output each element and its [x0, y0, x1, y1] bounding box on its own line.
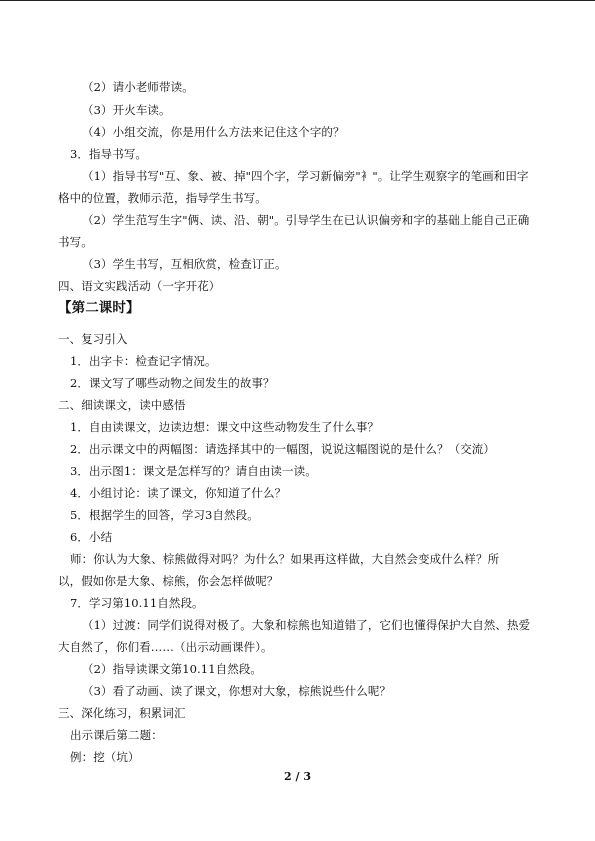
text-line: （3）看了动画、读了课文，你想对大象，棕熊说些什么呢？: [82, 684, 392, 698]
page-number: 2 / 3: [284, 770, 311, 783]
text-line: 师：你认为大象、棕熊做得对吗？为什么？如果再这样做，大自然会变成什么样？所: [70, 552, 500, 566]
text-line: （4）小组交流，你是用什么方法来记住这个字的？: [82, 125, 345, 139]
text-line: 书写。: [58, 235, 93, 249]
text-line: （1）过渡：同学们说得对极了。大象和棕熊也知道错了，它们也懂得保护大自然、热爱: [82, 618, 531, 632]
section-heading: 三、深化练习，积累词汇: [58, 706, 186, 720]
text-line: （2）指导读课文第10.11自然段。: [82, 662, 263, 676]
text-line: （2）请小老师带读。: [82, 80, 194, 94]
text-line: 2．出示课文中的两幅图：请选择其中的一幅图，说说这幅图说的是什么？（交流）: [70, 442, 496, 456]
text-line: 7．学习第10.11自然段。: [70, 596, 204, 610]
text-line: 格中的位置，教师示范，指导学生书写。: [58, 191, 267, 205]
section-heading: 四、语文实践活动（一字开花）: [58, 279, 221, 293]
text-line: 3．指导书写。: [70, 147, 148, 161]
text-line: 以，假如你是大象、棕熊，你会怎样做呢？: [58, 574, 279, 588]
section-heading: 一、复习引入: [58, 332, 128, 346]
text-line: 例：挖（坑）: [70, 750, 140, 764]
text-line: 1．出字卡：检查记字情况。: [70, 354, 217, 368]
text-line: （3）学生书写，互相欣赏，检查订正。: [82, 257, 287, 271]
text-line: （2）学生范写生字"俩、读、沿、朝"。引导学生在已认识偏旁和字的基础上能自己正确: [82, 213, 530, 227]
text-line: （1）指导书写"互、象、被、掉"四个字，学习新偏旁"衤"。让学生观察字的笔画和田字: [82, 169, 529, 183]
lesson-heading: 【第二课时】: [58, 300, 140, 316]
text-line: 大自然了，你们看……（出示动画课件）。: [58, 640, 273, 654]
text-line: 1．自由读课文，边读边想：课文中这些动物发生了什么事？: [70, 420, 380, 434]
text-line: 5．根据学生的回答，学习3自然段。: [70, 508, 259, 522]
text-line: 6．小结: [70, 530, 113, 544]
text-line: 2．课文写了哪些动物之间发生的故事？: [70, 376, 275, 390]
text-line: 3．出示图1：课文是怎样写的？请自由读一读。: [70, 464, 317, 478]
text-line: 出示课后第二题：: [70, 728, 163, 742]
section-heading: 二、细读课文，读中感悟: [58, 398, 186, 412]
text-line: （3）开火车读。: [82, 103, 171, 117]
text-line: 4．小组讨论：读了课文，你知道了什么？: [70, 486, 287, 500]
